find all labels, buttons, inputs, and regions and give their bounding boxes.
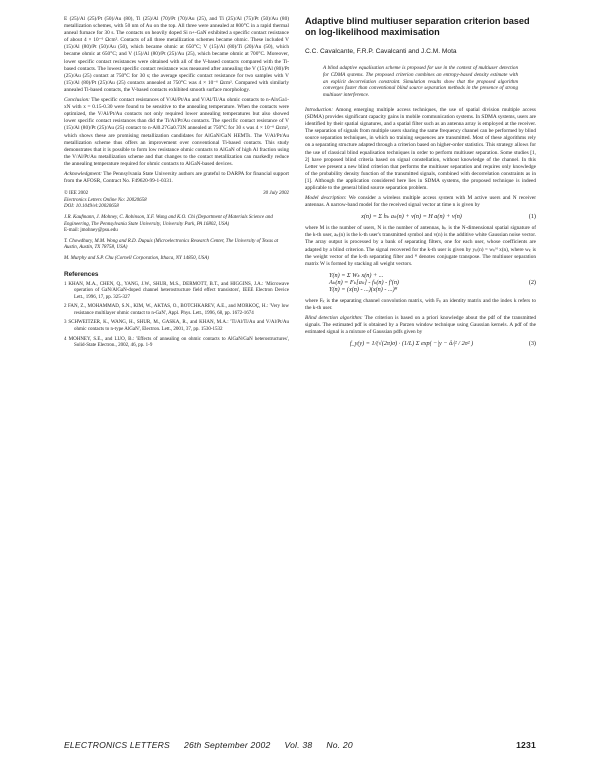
meta-row xyxy=(64,191,289,198)
references-list xyxy=(64,282,289,350)
model-paragraph xyxy=(305,195,536,209)
issue-date: 26th September 2002 xyxy=(184,740,271,750)
section-lead: Conclusion: xyxy=(64,97,90,104)
page-number: 1231 xyxy=(516,740,536,750)
footer-citation xyxy=(64,740,353,750)
equation-body: x(n) = Σ hₖ aₖ(n) + v(n) = H a(n) + v(n) xyxy=(361,213,462,221)
introduction-paragraph xyxy=(305,107,536,192)
affiliation: J.R. Kaufmann, J. Mohney, C. Robinson, X.F. Wang and K.O. Chi (Department of Materials Science and Engineering, The Pennsylvania State University, University Park, PA 16802, USA) xyxy=(64,214,273,227)
online-number: Electronics Letters Online No: 20020658 xyxy=(64,197,147,203)
conclusion-paragraph xyxy=(64,97,289,168)
reference-item: 3 SCHWEITZER, K., WANG, H., SHUR, M., GASKA, R., and KHAN, M.A.: 'Ti/Al/Ti/Au and V/Al/Pt/Au ohmic contacts to n-type AlGaN', Electron. Lett., 2001, 37, pp. 1530-1532 xyxy=(64,320,289,333)
equation-line: Aₖ(n) = Fₖ[aₖ] - fₖ(n) - f'(n) xyxy=(329,278,399,286)
abstract: A blind adaptive equalisation scheme is proposed for use in the context of multiuser detection for CDMA systems. The proposed criterion combines an entropy-based density estimate with an explicit decorrelation constraint. Simulation results show that the proposed algorithm converges faster than conventional blind source separation methods in the presence of strong multiuser interference. xyxy=(323,65,518,99)
section-lead: Model description: xyxy=(305,195,347,202)
affiliation: T. Chowdhury, M.M. Wong and R.D. Dupuis (Microelectronics Research Center, The University of Texas at Austin, Austin, TX 78758, USA) xyxy=(64,238,279,251)
paragraph-text: The Pennsylvania State University authors are grateful to DARPA for financial support from the AFOSR, Contract No. F49620-99-1-0331. xyxy=(64,170,289,185)
equation-body: f_y(y) = 1/(√(2π)σ) · (1/L) Σ exp( −|y − âₗ|² / 2σ² ) xyxy=(349,340,474,348)
blind-detection-paragraph xyxy=(305,315,536,336)
paragraph-text: The criterion is based on a priori knowledge about the pdf of the transmitted signals. The estimated pdf is obtained by a Parzen window technique using Gaussian kernels. A pdf of the estimated signal is a mixture of Gaussian pdfs given by xyxy=(305,315,536,336)
article-authors: C.C. Cavalcante, F.R.P. Cavalcanti and J.C.M. Mota xyxy=(305,48,457,55)
equation-line: Y(n) = (x(n) - ...)(x(n) - ...)ᴴ xyxy=(329,285,397,293)
reference-item: 1 KHAN, M.A., CHEN, Q., YANG, J.W., SHUR, M.S., DERMOTT, B.T., and HIGGINS, J.A.: 'Microwave operation of GaN/AlGaN-doped channel heterostructure field effect transistors', IEEE Electron Device Lett., 1996, 17, pp. 325-327 xyxy=(64,281,289,300)
email: E-mail: jmohney@psu.edu xyxy=(64,228,118,234)
section-lead: Introduction: xyxy=(305,106,334,113)
references-heading: References xyxy=(64,270,99,278)
received-date: 30 July 2002 xyxy=(263,191,289,197)
equation-number: (2) xyxy=(528,278,536,286)
section-lead: Acknowledgment: xyxy=(64,170,102,177)
body-paragraph: E (25)/Al (25)/Pt (50)/Au (80), Ti (25)/Al (70)/Pt (70)/Au (25), and Ti (25)/Al (75)/Pt (50)/Au (80) metallization schemes, with 50 nm of Au on the top. All three were annealed at 800°C in a rapid thermal anneal furnace for 30 s. The contacts on heavily doped Si n+-GaN exhibited a specific contact resistance of about 4 × 10⁻⁶ Ωcm². Contacts of all three metallization schemes became ohmic. These included V (15)/Al (80)/Pt (50)/Au (50), which became ohmic at 650°C; V (15)/Al (80)/Ti (20)/Au (50), which became ohmic at 650°C; and V (15)/Al (80)/Pt (25)/Au (25), which became ohmic at 700°C. Moreover, lower specific contact resistances were obtained with all of the V-based contacts compared with the Ti-based contacts. The lowest specific contact resistance was measured after annealing the V (15)/Al (80)/Pt (25)/Au (25) contact at 750°C for 30 s; the average specific contact resistance for two samples with V (15)/Al (80)/Pt (25)/Au (25) contacts annealed at 750°C was 4 × 10⁻⁶ Ωcm². Compared with similarly annealed Ti-based contacts, the V-based contacts exhibited smooth surface morphology. xyxy=(64,16,289,93)
paragraph-text: The specific contact resistances of V/Al/Pt/Au and V/Al/Ti/Au ohmic contacts to n-AlxGa1-xN with x = 0.15-0.30 were found to be sensitive to the annealing temperature. When the contacts were optimized, the V/Al/Pt/Au contacts not only required lower annealing temperatures but also showed lower specific contact resistances than did the Ti/Al/Pt/Au contacts. The specific contact resistance of V (15)/Al (80)/Pt (25)/Au (25) contact to n-Al0.27Ga0.73N annealed at 750°C for 30 s was 4 × 10⁻⁶ Ωcm², which shows these are promising metallization candidates for AlGaN/GaN HEMTs. The V/Al/Pt/Au metallization scheme thus offers an improvement over conventional Ti-based contacts. This study demonstrates that it is possible to form low resistance ohmic contacts to AlGaN of high Al fraction using the V/Al/Pt/Au metallization scheme and that changes to the contact metallization can markedly reduce the annealing temperature required for ohmic contacts to AlGaN-based devices. xyxy=(64,97,289,167)
left-column xyxy=(64,16,289,353)
acknowledgment-paragraph xyxy=(64,171,289,185)
equation-number: (1) xyxy=(528,213,536,221)
journal-name: ELECTRONICS LETTERS xyxy=(64,740,170,750)
reference-item: 2 FAN, Z., MOHAMMAD, S.N., KIM, W., AKTAS, O., BOTCHKAREV, A.E., and MORKOÇ, H.: 'Very low resistance multilayer ohmic contact to n-GaN', Appl. Phys. Lett., 1996, 68, pp. 1672-1674 xyxy=(64,304,289,316)
equation-line: Y(n) = Σ Wₖ x(n) + ... xyxy=(329,271,384,279)
doi: DOI: 10.1049/el:20020658 xyxy=(64,204,119,210)
reference-item: 4 MOHNEY, S.E., and LUO, B.: 'Effects of annealing on ohmic contacts to AlGaN/GaN heterostructures', Solid-State Electron., 2002, 46, pp. 1-9 xyxy=(64,336,289,349)
equation-1 xyxy=(305,213,536,220)
equation-body xyxy=(305,272,518,293)
paragraph-text: We consider a wireless multiple access system with M active users and N receiver antennas. A narrow-band model for the received signal vector at time n is given by xyxy=(305,195,536,209)
publication-meta xyxy=(64,191,289,211)
model-paragraph-2: where M is the number of users, N is the number of antennas, hₖ is the N-dimensional spatial signature of the k-th user, aₖ(n) is the k-th user's transmitted symbol and v(n) is the additive white Gaussian noise vector. The array output is processed by a bank of separating filters, one for each user, whose coefficients are adapted by a blind criterion. The signal recovered for the k-th user is given by yₖ(n) = wₖᴴ x(n), where wₖ is the weight vector of the k-th separating filter and ᴴ denotes conjugate transpose. The multiuser separation matrix W is formed by stacking all weight vectors. xyxy=(305,225,536,267)
copyright: © IEE 2002 xyxy=(64,191,89,197)
volume: Vol. 38 xyxy=(284,740,313,750)
model-paragraph-3: where Fₖ is the separating channel convolution matrix, with Fₖ an identity matrix and the index k refers to the k-th user. xyxy=(305,297,536,311)
equation-2 xyxy=(305,272,536,293)
affiliation: M. Murphy and S.P. Chu (Cornell Corporation, Ithaca, NY 14850, USA) xyxy=(64,255,209,261)
page-footer xyxy=(64,740,536,750)
section-lead: Blind detection algorithm: xyxy=(305,315,363,322)
equation-3 xyxy=(305,340,536,347)
article-title: Adaptive blind multiuser separation criterion based on log-likelihood maximisation xyxy=(305,16,530,37)
paragraph-text: Among emerging multiple access techniques, the use of spatial division multiple access (SDMA) provides significant capacity gains in mobile communication systems. In SDMA systems, users are identified by their spatial signatures, and a spatial filter such as an antenna array is employed at the receiver. The separation of signals from multiple users sharing the same frequency channel can be performed by blind source separation techniques, in which no training sequences are transmitted. Most of these algorithms rely on a separating structure adapted through a criterion based on higher-order statistics. This strategy allows for the use of classical blind equalisation techniques in order to perform multiuser separation. Some studies [1, 2] have proposed blind criteria based on signal constellation, without knowledge of the channel. In this Letter we present a new blind criterion that performs the multiuser separation and requires only knowledge of the probability density function of the transmitted signals, combined with decorrelation constraints as in [1]. Although the application considered here lies in SDMA systems, the proposed technique is indeed applicable to the general blind source separation problem. xyxy=(305,106,536,192)
right-column xyxy=(305,16,536,352)
equation-number: (3) xyxy=(528,340,536,348)
issue-number: No. 20 xyxy=(326,740,353,750)
